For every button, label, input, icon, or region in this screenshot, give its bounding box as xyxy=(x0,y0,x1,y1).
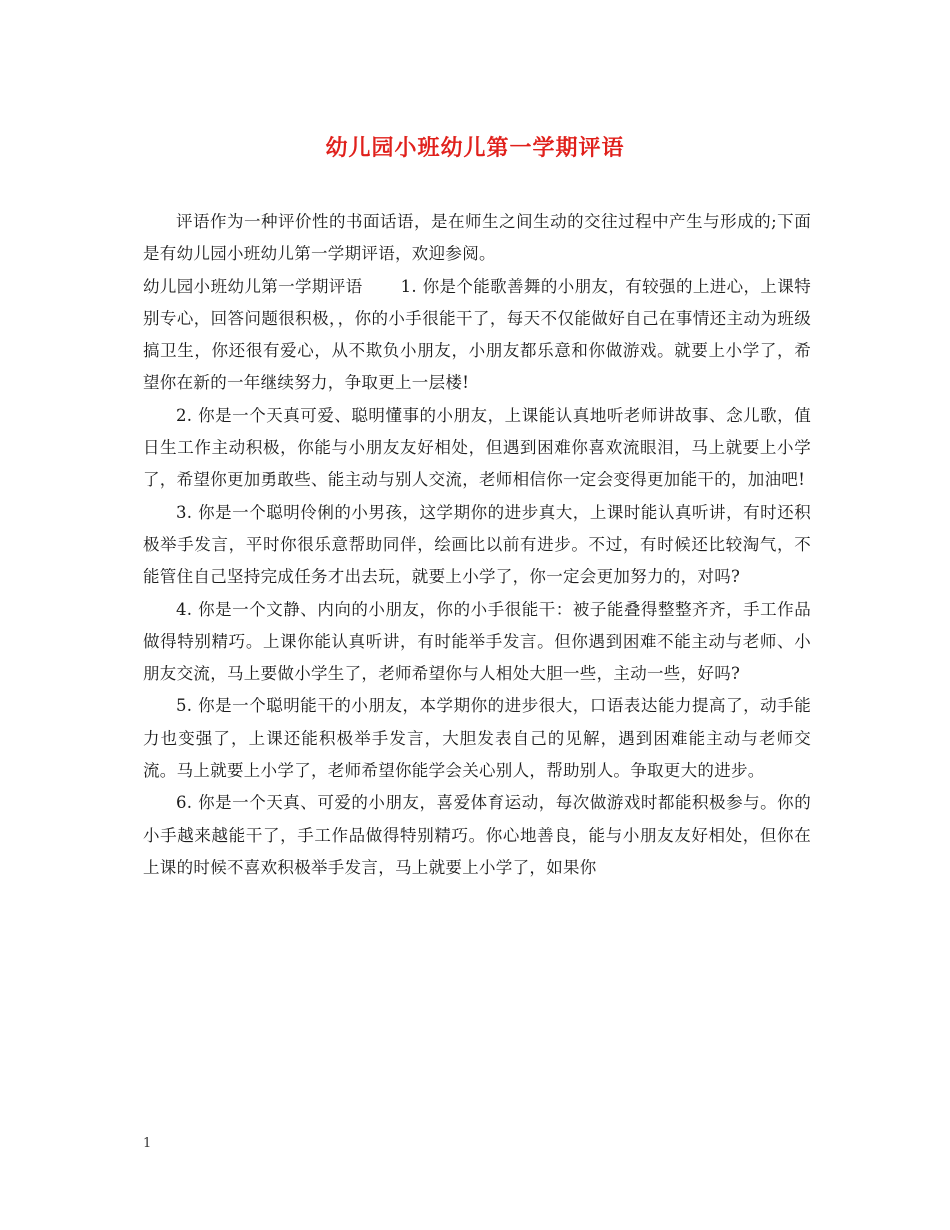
section-heading: 幼儿园小班幼儿第一学期评语 xyxy=(143,276,363,296)
comment-paragraph-1 xyxy=(143,271,811,400)
comment-1-text: 1. 你是个能歌善舞的小朋友，有较强的上进心，上课特别专心，回答问题很积极，，你的小手很能干了，每天不仅能做好自己在事情还主动为班级搞卫生，你还很有爱心，从不欺负小朋友，小朋友都乐意和你做游戏。就要上小学了，希望你在新的一年继续努力，争取更上一层楼! xyxy=(143,276,811,393)
document-body xyxy=(143,206,811,884)
comment-paragraph-5: 5. 你是一个聪明能干的小朋友，本学期你的进步很大，口语表达能力提高了，动手能力也变强了，上课还能积极举手发言，大胆发表自己的见解，遇到困难能主动与老师交流。马上就要上小学了，老师希望你能学会关心别人，帮助别人。争取更大的进步。 xyxy=(143,696,811,781)
document-title: 幼儿园小班幼儿第一学期评语 xyxy=(325,135,625,161)
comment-paragraph-4: 4. 你是一个文静、内向的小朋友，你的小手很能干：被子能叠得整整齐齐，手工作品做得特别精巧。上课你能认真听讲，有时能举手发言。但你遇到困难不能主动与老师、小朋友交流，马上要做小学生了，老师希望你与人相处大胆一些，主动一些，好吗? xyxy=(143,599,811,684)
comment-paragraph-3: 3. 你是一个聪明伶俐的小男孩，这学期你的进步真大，上课时能认真听讲，有时还积极举手发言，平时你很乐意帮助同伴，绘画比以前有进步。不过，有时候还比较淘气，不能管住自己坚持完成任务才出去玩，就要上小学了，你一定会更加努力的，对吗? xyxy=(143,502,811,587)
page-number: 1 xyxy=(143,1136,152,1151)
comment-paragraph-2: 2. 你是一个天真可爱、聪明懂事的小朋友，上课能认真地听老师讲故事、念儿歌，值日生工作主动积极，你能与小朋友友好相处，但遇到困难你喜欢流眼泪，马上就要上小学了，希望你更加勇敢些、能主动与别人交流，老师相信你一定会变得更加能干的，加油吧! xyxy=(143,405,811,490)
comment-paragraph-6: 6. 你是一个天真、可爱的小朋友，喜爱体育运动，每次做游戏时都能积极参与。你的小手越来越能干了，手工作品做得特别精巧。你心地善良，能与小朋友友好相处，但你在上课的时候不喜欢积极举手发言，马上就要上小学了，如果你 xyxy=(143,793,811,877)
intro-paragraph: 评语作为一种评价性的书面话语，是在师生之间生动的交往过程中产生与形成的;下面是有幼儿园小班幼儿第一学期评语，欢迎参阅。 xyxy=(143,212,811,264)
